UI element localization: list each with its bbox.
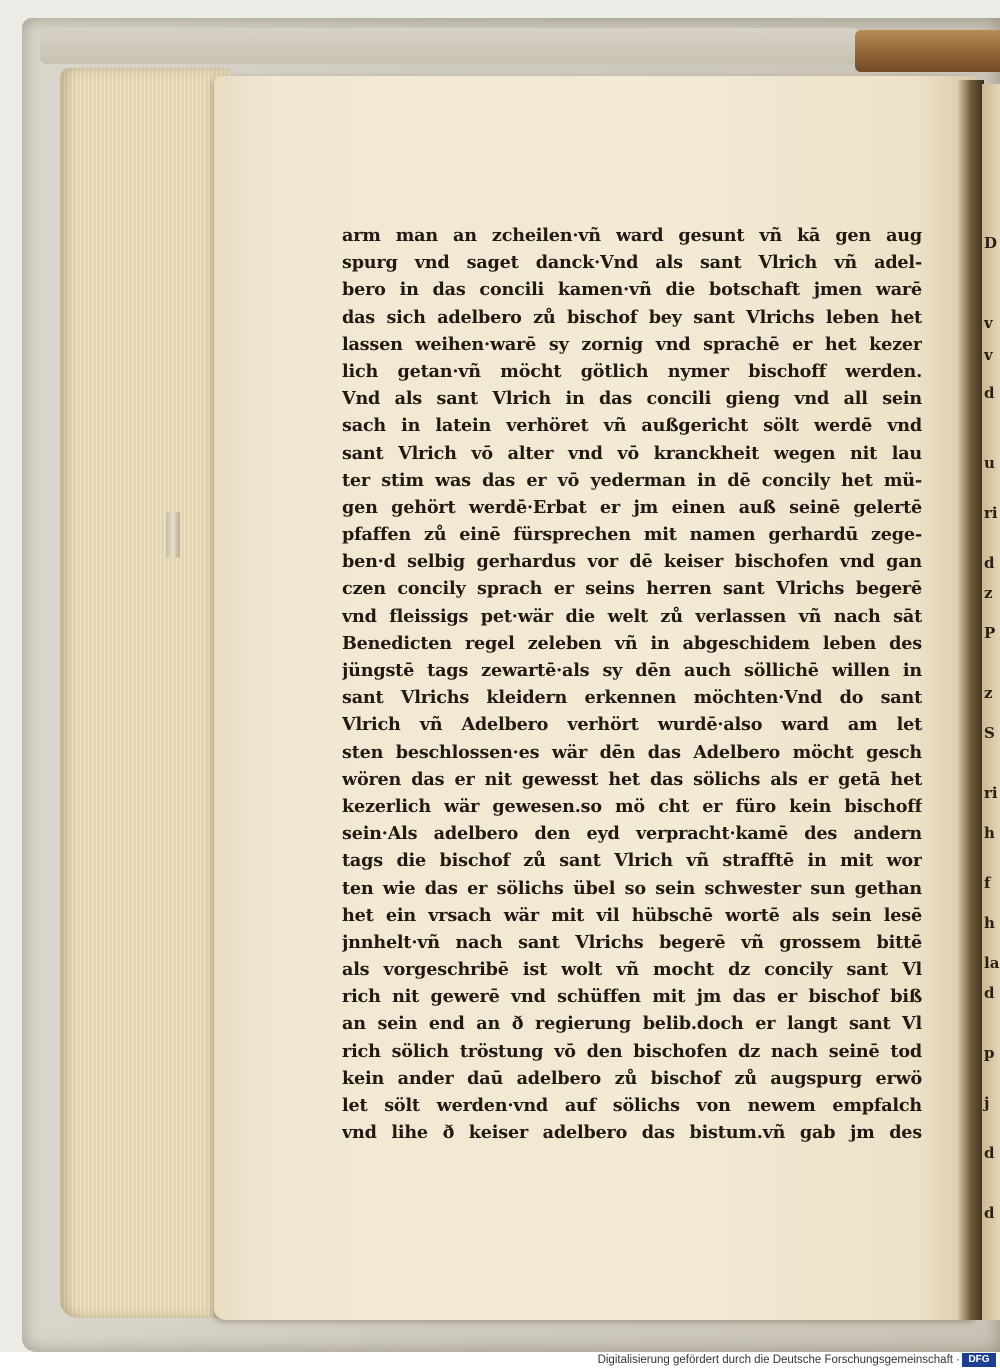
text-line: wören das er nit gewesst het das sölichs als er getā het <box>342 768 922 790</box>
clasp-icon <box>166 512 180 558</box>
text-line: an sein end an ð regierung belib.doch er langt sant Vl <box>342 1013 922 1035</box>
right-page-fragment: h <box>984 914 995 932</box>
text-line: sten beschlossen·es wär dēn das Adelbero möcht gesch <box>342 741 922 763</box>
right-page-fragment: S <box>984 724 995 742</box>
page-text-block <box>342 222 922 1146</box>
text-line: rich nit gewerē vnd schüffen mit jm das er bischof biß <box>342 986 922 1008</box>
text-line: kein ander daū adelbero zů bischof zů augspurg erwö <box>342 1067 922 1089</box>
right-page-edge <box>982 84 1000 1320</box>
right-page-fragment: z <box>984 584 993 602</box>
right-page-fragment: ri <box>984 504 998 522</box>
right-page-fragment: z <box>984 684 993 702</box>
text-line: Benedicten regel zeleben vñ in abgeschidem leben des <box>342 632 922 654</box>
text-line: sant Vlrichs kleidern erkennen möchten·Vnd do sant <box>342 687 922 709</box>
right-page-fragment: u <box>984 454 995 472</box>
text-line: sein·Als adelbero den eyd verpracht·kamē des andern <box>342 823 922 845</box>
cover-top-edge <box>40 28 860 64</box>
text-line: als vorgeschribē ist wolt vñ mocht dz concily sant Vl <box>342 959 922 981</box>
text-line: let sölt werden·vnd auf sölichs von newem empfalch <box>342 1095 922 1116</box>
right-page-fragment: j <box>984 1094 990 1112</box>
right-page-fragment: ri <box>984 784 998 802</box>
text-line: ter stim was das er vō yederman in dē concily het mü- <box>342 469 922 491</box>
right-page-fragment: d <box>984 384 995 402</box>
text-line: spurg vnd saget danck·Vnd als sant Vlrich vñ adel- <box>342 252 922 274</box>
book-gutter <box>958 80 984 1320</box>
right-page-fragment: d <box>984 1144 995 1162</box>
text-line: sant Vlrich vō alter vnd vō kranckheit wegen nit lau <box>342 442 922 464</box>
text-line: vnd fleissigs pet·wär die welt zů verlassen vñ nach sāt <box>342 605 922 627</box>
text-line: sach in latein verhöret vñ außgericht sölt werdē vnd <box>342 415 922 437</box>
text-line: ben·d selbig gerhardus vor dē keiser bischofen vnd gan <box>342 551 922 573</box>
text-line: gen gehört werdē·Erbat er jm einen auß seinē gelertē <box>342 496 922 518</box>
text-line: vnd lihe ð keiser adelbero das bistum.vñ gab jm des <box>342 1122 922 1144</box>
right-page-fragment: h <box>984 824 995 842</box>
text-line: jüngstē tags zewartē·als sy dēn auch söllichē willen in <box>342 660 922 681</box>
text-line: lich getan·vñ möcht götlich nymer bischoff werden. <box>342 360 922 382</box>
digitization-credit: Digitalisierung gefördert durch die Deutsche Forschungsgemeinschaft · <box>597 1354 960 1366</box>
right-page-fragment: la <box>984 954 1000 972</box>
text-line: ten wie das er sölichs übel so sein schwester sun gethan <box>342 877 922 899</box>
right-page-fragment: d <box>984 1204 995 1222</box>
right-page-fragment: v <box>984 346 993 364</box>
right-page-fragment: f <box>984 874 991 892</box>
page-edges <box>60 68 230 1318</box>
text-line: czen concily sprach er seins herren sant Vlrichs begerē <box>342 578 922 600</box>
right-page-fragment: D <box>984 234 998 252</box>
right-page-fragment: d <box>984 984 995 1002</box>
text-line: bero in das concili kamen·vñ die botschaft jmen warē <box>342 279 922 301</box>
text-line: Vlrich vñ Adelbero verhört wurdē·also ward am let <box>342 714 922 736</box>
text-line: tags die bischof zů sant Vlrich vñ strafftē in mit wor <box>342 850 922 872</box>
right-page-fragment: P <box>984 624 996 642</box>
text-line: arm man an zcheilen·vñ ward gesunt vñ kā gen aug <box>342 225 922 246</box>
text-line: Vnd als sant Vlrich in das concili gieng vnd all sein <box>342 388 922 410</box>
text-line: lassen weihen·warē sy zornig vnd sprachē er het kezer <box>342 333 922 355</box>
spine-band <box>855 30 1000 72</box>
text-line: rich sölich tröstung vō den bischofen dz nach seinē tod <box>342 1040 922 1062</box>
dfg-logo: DFG <box>962 1353 996 1367</box>
right-page-fragment: v <box>984 314 993 332</box>
text-line: het ein vrsach wär mit vil hübschē wortē als sein lesē <box>342 904 922 926</box>
text-line: das sich adelbero zů bischof bey sant Vlrichs leben het <box>342 306 922 328</box>
right-page-fragment: d <box>984 554 995 572</box>
text-line: kezerlich wär gewesen.so mö cht er füro kein bischoff <box>342 795 922 817</box>
right-page-fragment: p <box>984 1044 995 1062</box>
text-line: pfaffen zů einē fürsprechen mit namen gerhardū zege- <box>342 524 922 546</box>
text-line: jnnhelt·vñ nach sant Vlrichs begerē vñ grossem bittē <box>342 931 922 953</box>
